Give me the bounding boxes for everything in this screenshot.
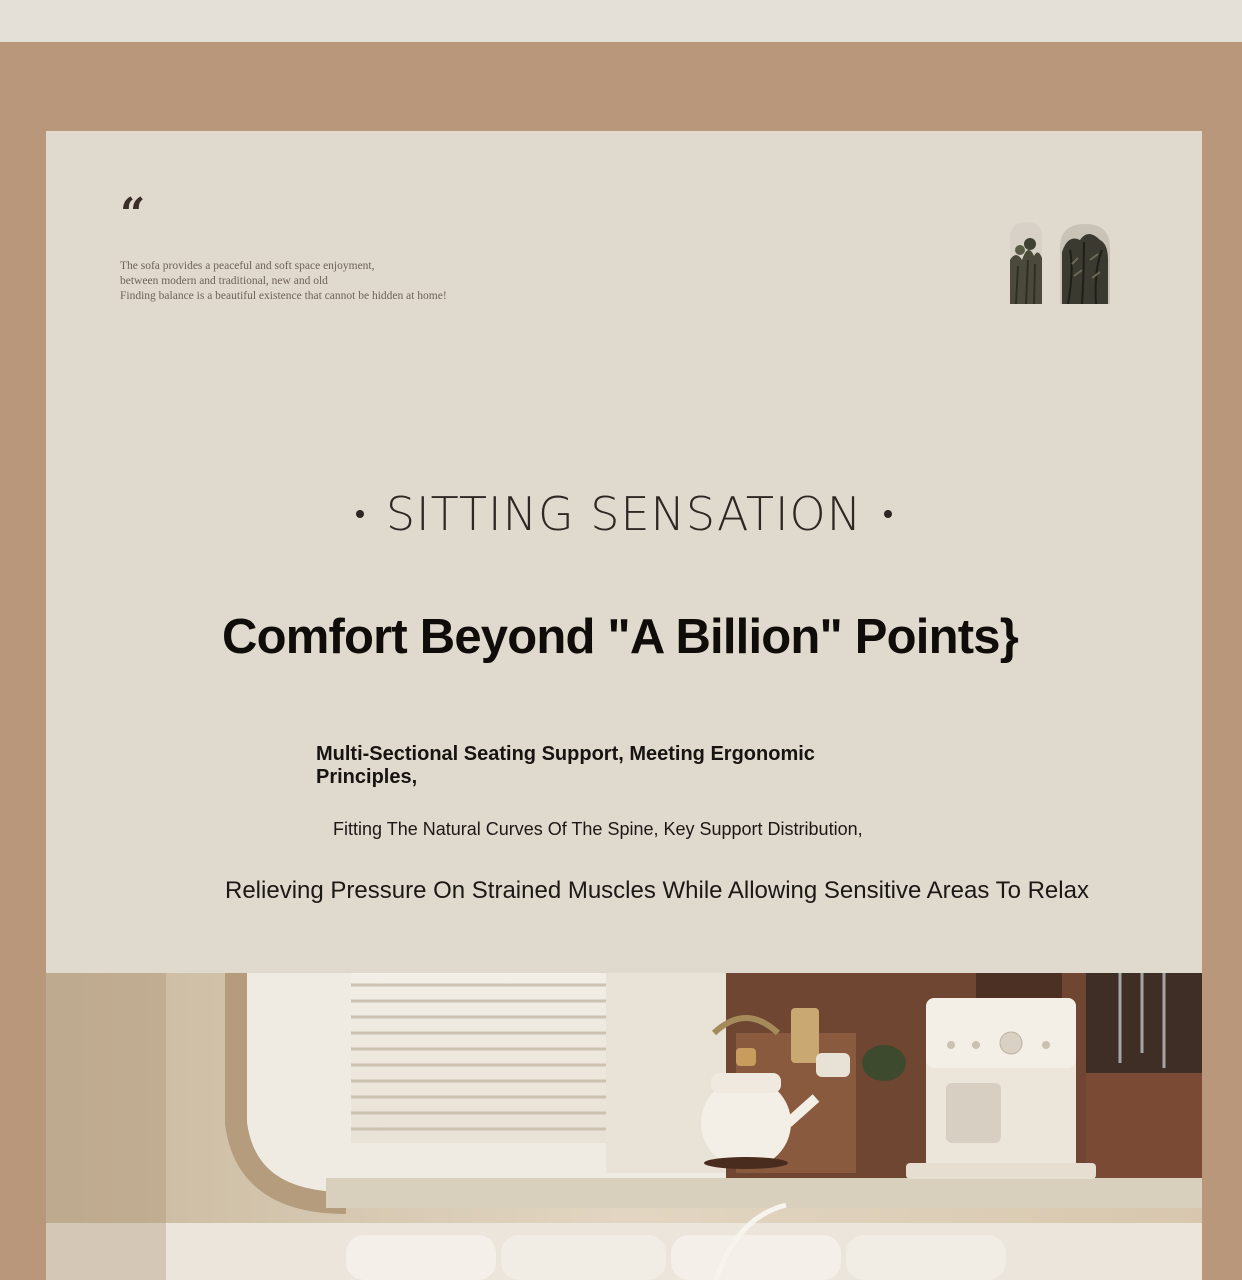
arch-plant-art-icon	[1008, 220, 1114, 304]
description-line-1: Multi-Sectional Seating Support, Meeting Ergonomic Principles,	[316, 743, 815, 788]
bullet-dot-right	[884, 510, 892, 518]
content-card	[46, 131, 1202, 1280]
window-blinds	[351, 973, 611, 1143]
bullet-dot-left	[356, 510, 364, 518]
intro-quote	[120, 259, 600, 304]
kitchen-interior-photo	[46, 973, 1202, 1280]
description-line-2: Fitting The Natural Curves Of The Spine, Key Support Distribution,	[333, 819, 863, 839]
description-line-3: Relieving Pressure On Strained Muscles While Allowing Sensitive Areas To Relax	[225, 877, 1089, 904]
intro-line: The sofa provides a peaceful and soft space enjoyment,	[120, 260, 375, 272]
quote-icon: “	[120, 189, 143, 240]
headline: Comfort Beyond "A Billion" Points}	[222, 610, 1018, 664]
coffee-machine	[906, 998, 1096, 1179]
top-strip	[0, 0, 1242, 42]
section-heading	[46, 487, 1202, 541]
intro-line: between modern and traditional, new and old	[120, 275, 328, 287]
section-heading-text: SITTING SENSATION	[385, 487, 863, 541]
intro-line: Finding balance is a beautiful existence that cannot be hidden at home!	[120, 290, 447, 302]
